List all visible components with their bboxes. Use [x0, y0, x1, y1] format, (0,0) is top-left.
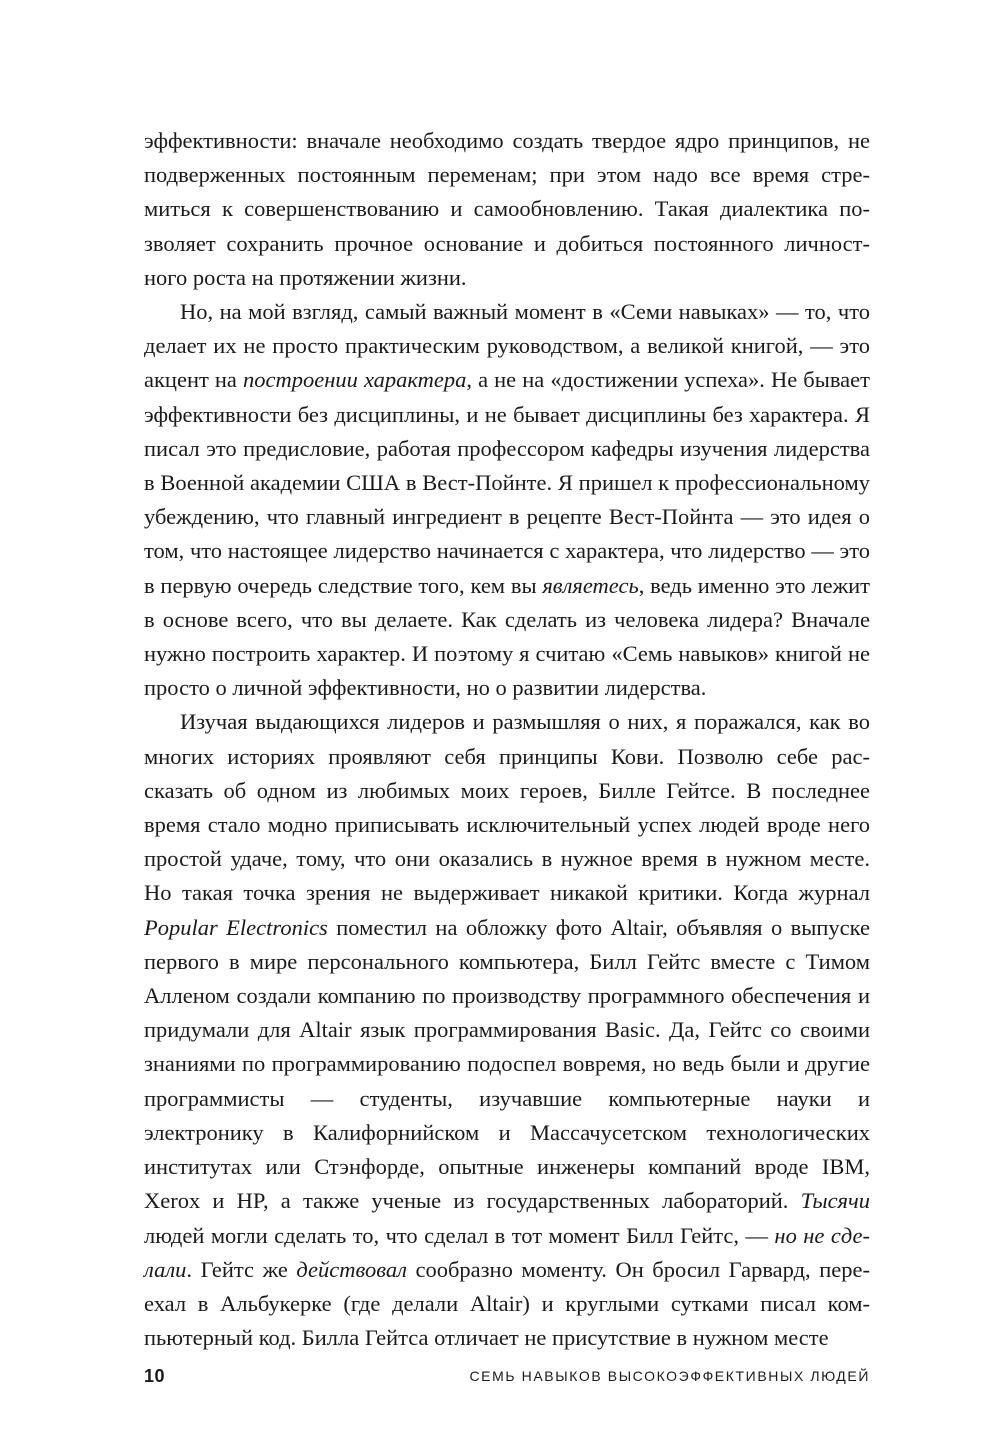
text-run: людей могли сделать то, что сделал в тот момент Билл Гейтс, —: [144, 1222, 775, 1248]
paragraph-1: эффективности: вначале необходимо создать твердое ядро принципов, не подверженных постоянным переменам; при этом надо все время стремиться к совершенствованию и самообновлению. Такая диалектика позволяет сохранить прочное основание и добиться постоянного личностного роста на протяжении жизни.: [144, 128, 870, 290]
italic-phrase: являетесь: [542, 572, 639, 598]
page-footer: [144, 1366, 870, 1396]
text-run: . Гейтс же: [186, 1256, 297, 1282]
body-text: [144, 124, 870, 1355]
text-run: , ведь именно это лежит в основе всего, что вы делаете. Как сделать из человека лидера? Вначале нужно построить характер. И поэтому я считаю «Семь навыков» книгой не просто о личной эффективности, но о развитии лидерства.: [144, 572, 870, 701]
italic-phrase: Тысячи: [800, 1188, 870, 1214]
text-run: Изучая выдающихся лидеров и размышляя о них, я поражался, как во многих историях проявляют себя принципы Кови. Позволю себе рассказать об одном из любимых моих героев, Билле Гейтсе. В последнее время стало модно приписывать исключительный успех людей вроде него простой удаче, тому, что они оказались в нужное время в нужном месте. Но такая точка зрения не выдерживает никакой критики. Когда журнал: [144, 709, 870, 906]
text-run: поместил на обложку фото Altair, объявляя о выпуске первого в мире персонального компьютера, Билл Гейтс вместе с Тимом Алленом создали компанию по производству программного обеспечения и придумали для Altair язык программирования Basic. Да, Гейтс со своими знаниями по программированию подоспел вовремя, но ведь были и другие программисты — студенты, изучавшие компьютерные науки и электронику в Калифорнийском и Массачусетском технологических институтах или Стэнфорде, опытные инженеры компаний вроде IBM, Xerox и HP, а также ученые из государственных лабораторий.: [144, 914, 870, 1214]
italic-phrase: построении характера: [243, 367, 467, 393]
italic-phrase: но не сделали: [144, 1222, 870, 1282]
running-head: СЕМЬ НАВЫКОВ ВЫСОКОЭФФЕКТИВНЫХ ЛЮДЕЙ: [469, 1368, 870, 1384]
text-run: сообразно моменту. Он бросил Гарвард, переехал в Альбукерке (где делали Altair) и круглыми сутками писал компьютерный код. Билла Гейтса отличает не присутствие в нужном месте: [144, 1256, 870, 1351]
text-run: Но, на мой взгляд, самый важный момент в «Семи навыках» — то, что делает их не просто практическим руководством, а великой книгой, — это акцент на: [144, 299, 870, 393]
page-number: 10: [144, 1366, 166, 1386]
paragraph-3: [144, 705, 870, 1355]
italic-phrase: действовал: [296, 1256, 407, 1282]
text-run: , а не на «достижении успеха». Не бывает эффективности без дисциплины, и не бывает дисциплины без характера. Я писал это предисловие, работая профессором кафедры изучения лидерства в Военной академии США в Вест-Пойнте. Я пришел к профессиональному убеждению, что главный ингредиент в рецепте Вест-Пойнта — это идея о том, что настоящее лидерство начинается с характера, что лидерство — это в первую очередь следствие того, кем вы: [144, 367, 870, 598]
italic-phrase: Popular Electronics: [144, 914, 328, 940]
paragraph-2: [144, 295, 870, 705]
